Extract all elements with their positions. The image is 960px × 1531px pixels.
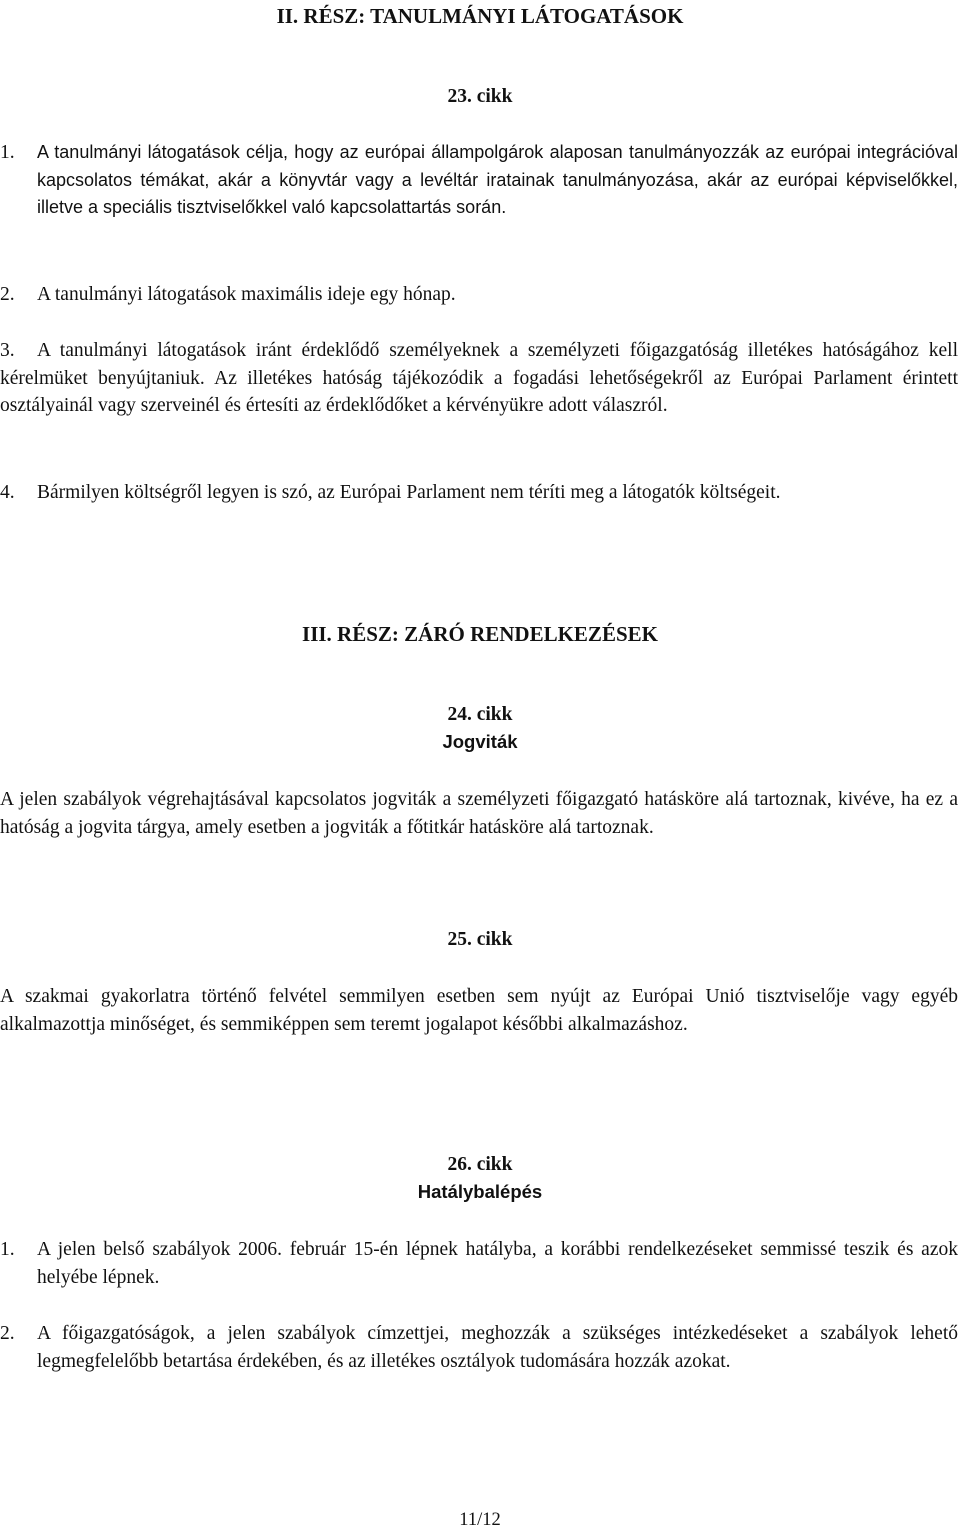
- article26-subtitle: Hatálybalépés: [417, 1181, 543, 1202]
- item-number: 4.: [0, 482, 15, 503]
- article23-item-2: [0, 281, 958, 309]
- item-text: Bármilyen költségről legyen is szó, az Európai Parlament nem téríti meg a látogatók költségeit.: [37, 482, 781, 503]
- article23-item-4: [0, 479, 958, 507]
- page-number: 11/12: [459, 1510, 501, 1530]
- item-text: A tanulmányi látogatások maximális ideje egy hónap.: [37, 284, 456, 305]
- item-text: A jelen belső szabályok 2006. február 15-én lépnek hatályba, a korábbi rendelkezéseket semmissé teszik és azok helyébe lépnek.: [37, 1239, 958, 1288]
- article24-number: 24. cikk: [447, 704, 513, 725]
- item-number: 2.: [0, 1323, 15, 1344]
- article24-subtitle: Jogviták: [442, 731, 518, 752]
- part2-title: II. RÉSZ: TANULMÁNYI LÁTOGATÁSOK: [276, 4, 684, 28]
- item-text: A tanulmányi látogatások célja, hogy az európai állampolgárok alaposan tanulmányozzák az európai integrációval kapcsolatos témákat, akár a könyvtár vagy a levéltár iratainak tanulmányozása, akár az európai képviselőkkel, illetve a speciális tisztviselőkkel való kapcsolattartás során.: [37, 142, 958, 217]
- article26-item-2: [0, 1320, 958, 1375]
- item-number: 3.: [0, 340, 15, 361]
- article25-number: 25. cikk: [447, 929, 513, 950]
- item-number: 2.: [0, 284, 15, 305]
- item-text: A tanulmányi látogatások iránt érdeklődő személyeknek a személyzeti főigazgatóság illetékes hatóságához kell kérelmüket benyújtaniuk. Az illetékes hatóság tájékozódik a fogadási lehetőségekről az Európai Parlament érintett osztályainál vagy szerveinél és értesíti az érdeklődőket a kérvényükre adott válaszról.: [0, 340, 958, 416]
- article26-item-1: [0, 1236, 958, 1291]
- article23-item-3: [0, 337, 958, 420]
- item-number: 1.: [0, 142, 15, 163]
- item-text: A főigazgatóságok, a jelen szabályok címzettjei, meghozzák a szükséges intézkedéseket a szabályok lehető legmegfelelőbb betartása érdekében, és az illetékes osztályok tudomására hozzák azokat.: [37, 1323, 958, 1372]
- part3-title: III. RÉSZ: ZÁRÓ RENDELKEZÉSEK: [302, 622, 658, 646]
- article25-text: A szakmai gyakorlatra történő felvétel semmilyen esetben sem nyújt az Európai Unió tisztviselője vagy egyéb alkalmazottja minőséget, és semmiképpen sem teremt jogalapot későbbi alkalmazáshoz.: [0, 986, 958, 1035]
- article26-number: 26. cikk: [447, 1154, 513, 1175]
- article23-number: 23. cikk: [447, 86, 513, 107]
- article24-text: A jelen szabályok végrehajtásával kapcsolatos jogviták a személyzeti főigazgató hatásköre alá tartoznak, kivéve, ha ez a hatóság a jogvita tárgya, amely esetben a jogviták a főtitkár hatásköre alá tartoznak.: [0, 789, 958, 838]
- item-number: 1.: [0, 1239, 15, 1260]
- article23-item-1: [0, 139, 958, 222]
